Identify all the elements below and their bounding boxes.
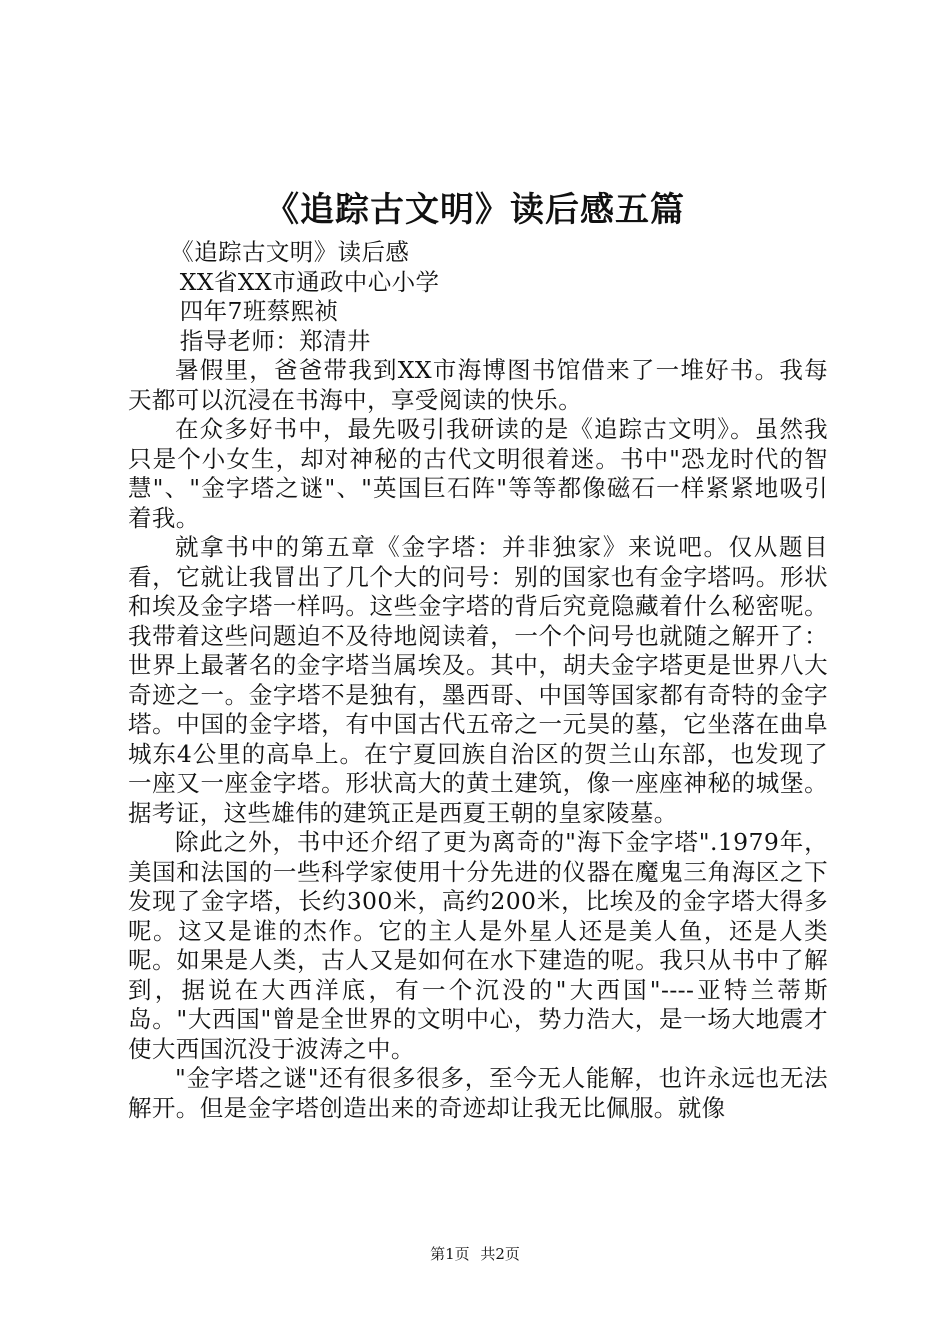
paragraph-5: "金字塔之谜"还有很多很多，至今无人能解，也许永远也无法解开。但是金字塔创造出来的奇迹却让我无比佩服。就像	[128, 1064, 828, 1122]
school-name: XX省XX市通政中心小学	[179, 267, 440, 296]
page-number-current: 第1页	[430, 1245, 470, 1263]
instructor: 指导老师：郑清井	[179, 326, 371, 355]
document-title: 《追踪古文明》读后感五篇	[265, 190, 685, 230]
paragraph-2: 在众多好书中，最先吸引我研读的是《追踪古文明》。虽然我只是个小女生，却对神秘的古代文明很着迷。书中"恐龙时代的智慧"、"金字塔之谜"、"英国巨石阵"等等都像磁石一样紧紧地吸引着我。	[128, 415, 828, 532]
paragraph-3: 就拿书中的第五章《金字塔：并非独家》来说吧。仅从题目看，它就让我冒出了几个大的问号：别的国家也有金字塔吗。形状和埃及金字塔一样吗。这些金字塔的背后究竟隐藏着什么秘密呢。我带着这些问题迫不及待地阅读着，一个个问号也就随之解开了：世界上最著名的金字塔当属埃及。其中，胡夫金字塔更是世界八大奇迹之一。金字塔不是独有，墨西哥、中国等国家都有奇特的金字塔。中国的金字塔，有中国古代五帝之一元昊的墓，它坐落在曲阜城东4公里的高阜上。在宁夏回族自治区的贺兰山东部，也发现了一座又一座金字塔。形状高大的黄土建筑，像一座座神秘的城堡。据考证，这些雄伟的建筑正是西夏王朝的皇家陵墓。	[128, 533, 828, 827]
page-number-total: 共2页	[480, 1245, 520, 1263]
paragraph-1: 暑假里，爸爸带我到XX市海博图书馆借来了一堆好书。我每天都可以沉浸在书海中，享受阅读的快乐。	[128, 356, 828, 414]
page-footer	[0, 1244, 950, 1264]
author-class: 四年7班蔡熙祯	[179, 297, 339, 325]
document-body	[128, 238, 828, 1123]
paragraph-4: 除此之外，书中还介绍了更为离奇的"海下金字塔".1979年，美国和法国的一些科学家使用十分先进的仪器在魔鬼三角海区之下发现了金字塔，长约300米，高约200米，比埃及的金字塔大得多呢。这又是谁的杰作。它的主人是外星人还是美人鱼，还是人类呢。如果是人类，古人又是如何在水下建造的呢。我只从书中了解到，据说在大西洋底，有一个沉没的"大西国"----亚特兰蒂斯岛。"大西国"曾是全世界的文明中心，势力浩大，是一场大地震才使大西国沉没于波涛之中。	[128, 828, 828, 1063]
essay-title: 《追踪古文明》读后感	[170, 238, 410, 266]
